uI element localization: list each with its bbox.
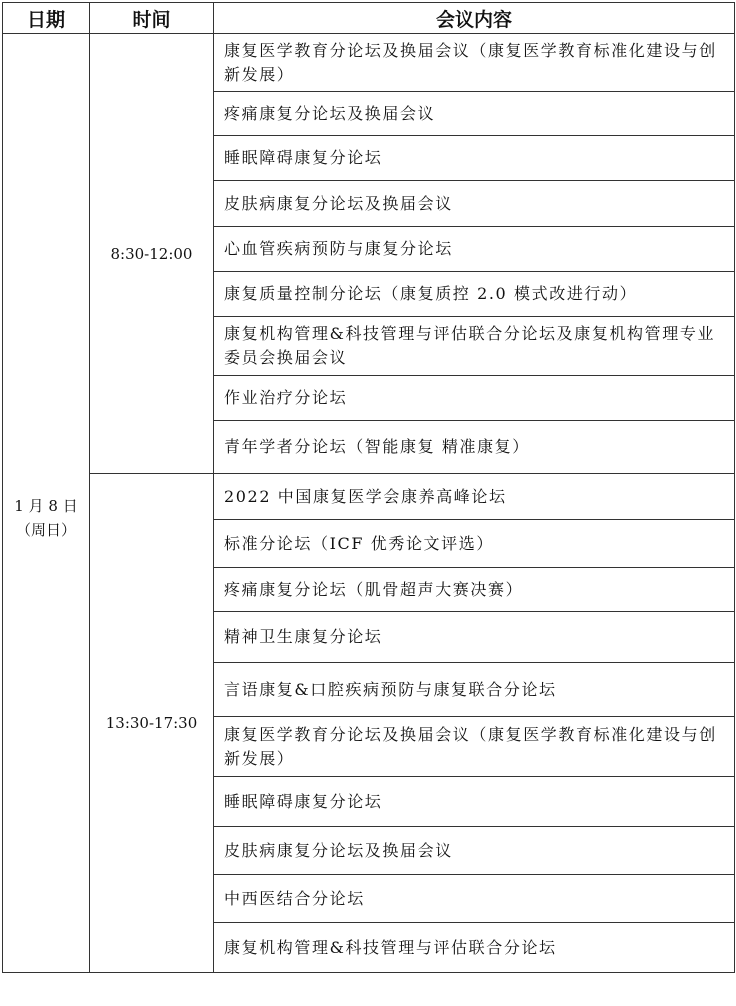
session-item: 睡眠障碍康复分论坛 [214, 136, 735, 181]
session-time-morning: 8:30-12:00 [90, 34, 214, 474]
session-item: 青年学者分论坛（智能康复 精准康复） [214, 421, 735, 474]
header-time: 时间 [90, 3, 214, 34]
session-item: 康复质量控制分论坛（康复质控 2.0 模式改进行动） [214, 272, 735, 317]
session-item: 作业治疗分论坛 [214, 376, 735, 421]
session-item: 中西医结合分论坛 [214, 875, 735, 923]
header-row [3, 3, 735, 34]
session-item: 皮肤病康复分论坛及换届会议 [214, 827, 735, 875]
table-row [3, 474, 735, 520]
session-item: 皮肤病康复分论坛及换届会议 [214, 181, 735, 227]
session-item: 疼痛康复分论坛及换届会议 [214, 92, 735, 136]
session-item: 标准分论坛（ICF 优秀论文评选） [214, 520, 735, 568]
session-item: 2022 中国康复医学会康养高峰论坛 [214, 474, 735, 520]
session-item: 康复医学教育分论坛及换届会议（康复医学教育标准化建设与创新发展） [214, 34, 735, 92]
date-text: 1 月 8 日 [14, 497, 78, 515]
weekday-text: （周日） [15, 521, 76, 539]
session-time-afternoon: 13:30-17:30 [90, 474, 214, 973]
session-item: 疼痛康复分论坛（肌骨超声大赛决赛） [214, 568, 735, 612]
session-item: 精神卫生康复分论坛 [214, 612, 735, 663]
session-item: 康复机构管理&科技管理与评估联合分论坛 [214, 923, 735, 973]
session-item: 心血管疾病预防与康复分论坛 [214, 227, 735, 272]
session-item: 康复医学教育分论坛及换届会议（康复医学教育标准化建设与创新发展） [214, 717, 735, 777]
session-item: 康复机构管理&科技管理与评估联合分论坛及康复机构管理专业委员会换届会议 [214, 317, 735, 376]
table-row [3, 34, 735, 92]
session-item: 言语康复&口腔疾病预防与康复联合分论坛 [214, 663, 735, 717]
header-content: 会议内容 [214, 3, 735, 34]
header-date: 日期 [3, 3, 90, 34]
session-item: 睡眠障碍康复分论坛 [214, 777, 735, 827]
schedule-table [2, 2, 735, 973]
date-cell [3, 34, 90, 973]
